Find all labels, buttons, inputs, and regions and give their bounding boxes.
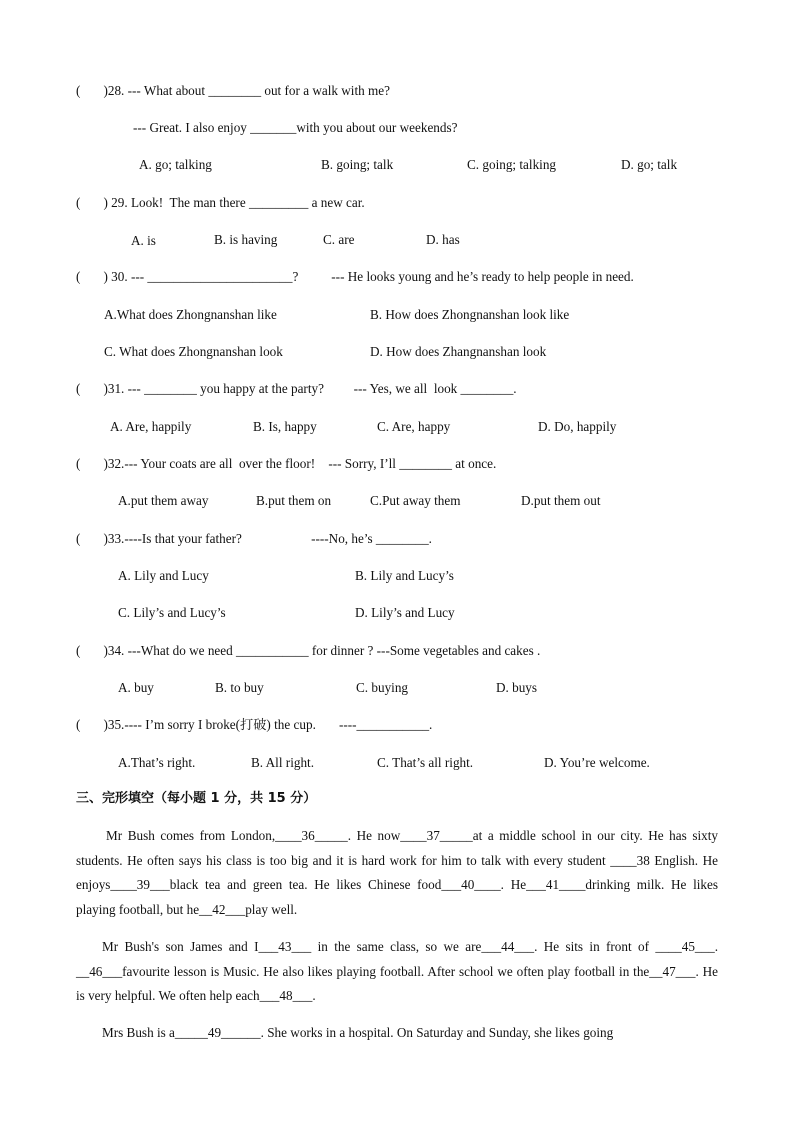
question-33-stem: ( )33.----Is that your father? ----No, he’s ________. (76, 531, 432, 546)
q30-option-c: C. What does Zhongnanshan look (104, 344, 283, 359)
q29-option-c: C. are (323, 232, 355, 247)
q32-option-c: C.Put away them (370, 493, 461, 508)
q30-option-b: B. How does Zhongnanshan look like (370, 307, 570, 322)
q31-option-b: B. Is, happy (253, 419, 317, 434)
q29-option-b: B. is having (214, 232, 278, 247)
q34-option-d: D. buys (496, 680, 538, 695)
q35-option-c: C. That’s all right. (377, 755, 474, 770)
q34-option-b: B. to buy (215, 680, 264, 695)
q29-option-d: D. has (426, 232, 460, 247)
question-30-stem: ( ) 30. --- ______________________? --- He looks young and he’s ready to help people in need. (76, 269, 634, 284)
q33-option-d: D. Lily’s and Lucy (355, 605, 455, 620)
cloze-paragraph-3: Mrs Bush is a_____49______. She works in a hospital. On Saturday and Sunday, she likes going (102, 1024, 614, 1040)
question-28-reply: --- Great. I also enjoy _______with you about our weekends? (133, 120, 458, 135)
q33-option-c: C. Lily’s and Lucy’s (118, 605, 226, 620)
q29-option-a: A. is (131, 233, 156, 248)
q28-option-a: A. go; talking (139, 157, 212, 172)
q31-option-c: C. Are, happy (377, 419, 451, 434)
q28-option-d: D. go; talk (621, 157, 678, 172)
question-35-stem: ( )35.---- I’m sorry I broke(打破) the cup. ----___________. (76, 717, 433, 732)
q34-option-a: A. buy (118, 680, 154, 695)
q30-option-d: D. How does Zhangnanshan look (370, 344, 547, 359)
q31-option-d: D. Do, happily (538, 419, 617, 434)
q33-option-a: A. Lily and Lucy (118, 568, 209, 583)
q33-option-b: B. Lily and Lucy’s (355, 568, 454, 583)
question-34-stem: ( )34. ---What do we need ___________ for dinner ? ---Some vegetables and cakes . (76, 643, 541, 658)
q30-option-a: A.What does Zhongnanshan like (104, 307, 277, 322)
question-29-stem: ( ) 29. Look! The man there _________ a new car. (76, 195, 365, 210)
cloze-passage (76, 824, 718, 1045)
q35-option-a: A.That’s right. (118, 755, 196, 770)
q28-option-c: C. going; talking (467, 157, 557, 172)
q32-option-a: A.put them away (118, 493, 209, 508)
cloze-paragraph-1: Mr Bush comes from London,____36_____. He now____37_____at a middle school in our city. He has sixty students. He often says his class is too big and it is hard work for him to talk with every student ____38 English. He enjoys____39___black tea and green tea. He likes Chinese food___40____. He___41____drinking milk. He likes playing football, but he__42___play well. (76, 828, 718, 917)
question-28-stem: ( )28. --- What about ________ out for a walk with me? (76, 83, 390, 98)
q31-option-a: A. Are, happily (110, 419, 192, 434)
section-3-heading: 三、完形填空（每小题 1 分，共 15 分） (76, 791, 317, 806)
q35-option-b: B. All right. (251, 755, 315, 770)
q32-option-b: B.put them on (256, 493, 332, 508)
q35-option-d: D. You’re welcome. (544, 755, 650, 770)
question-31-stem: ( )31. --- ________ you happy at the party? --- Yes, we all look ________. (76, 381, 517, 396)
q34-option-c: C. buying (356, 680, 409, 695)
cloze-paragraph-2: Mr Bush's son James and I___43___ in the same class, so we are___44___. He sits in front of ____45___. __46___favourite lesson is Music. He also likes playing football. After school we often play football in the__47___. He is very helpful. We often help each___48___. (76, 939, 718, 1003)
q28-option-b: B. going; talk (321, 157, 394, 172)
q32-option-d: D.put them out (521, 493, 601, 508)
question-32-stem: ( )32.--- Your coats are all over the floor! --- Sorry, I’ll ________ at once. (76, 456, 497, 471)
